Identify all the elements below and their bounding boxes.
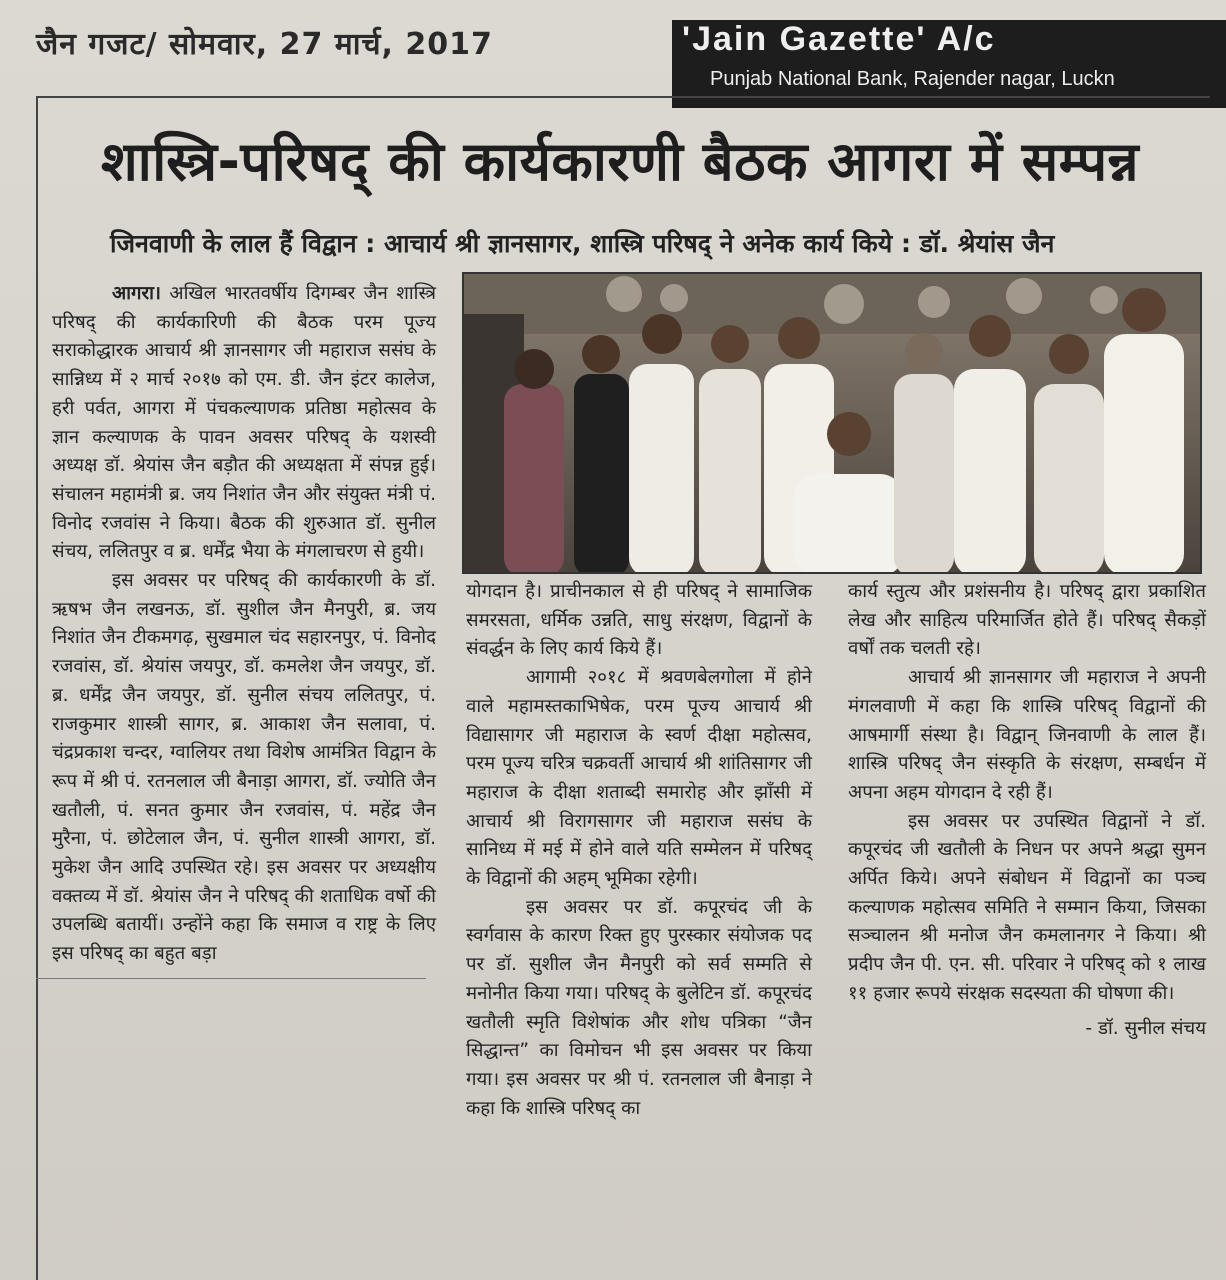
subheadline: जिनवाणी के लाल हैं विद्वान : आचार्य श्री ज्ञानसागर, शास्त्रि परिषद् ने अनेक कार्य किये : डॉ. श्रेयांस जैन [110,229,1055,258]
account-name: 'Jain Gazette' A/c [682,20,996,58]
dateline: आगरा। [112,283,161,304]
col1-paragraph-2: इस अवसर पर परिषद् की कार्यकारणी के डॉ. ऋषभ जैन लखनऊ, डॉ. सुशील जैन मैनपुरी, ब्र. जय निशांत जैन टीकमगढ़, सुखमाल चंद सहारनपुर, पं. विनोद रजवांस, डॉ. श्रेयांस जयपुर, डॉ. कमलेश जैन जयपुर, डॉ. ब्र. धर्मेंद्र जैन जयपुर, डॉ. सुनील संचय ललितपुर, पं. राजकुमार शास्त्री सागर, ब्र. आकाश जैन सलावा, पं. चंद्रप्रकाश चन्दर, ग्वालियर तथा विशेष आमंत्रित विद्वान के रूप में श्री पं. रतनलाल जी बैनाड़ा आगरा, डॉ. ज्योति जैन खतौली, पं. सनत कुमार जैन रजवांस, पं. महेंद्र जैन मुरैना, पं. छोटेलाल जैन, पं. सुनील शास्त्री आगरा, डॉ. मुकेश जैन आदि उपस्थित रहे। इस अवसर पर अध्यक्षीय वक्तव्य में डॉ. श्रेयांस जैन ने परिषद् की शताधिक वर्षो की उपलब्धि बतायीं। उन्होंने कहा कि समाज व राष्ट्र के लिए इस परिषद् का बहुत बड़ा [52,570,436,965]
col1-paragraph-1: अखिल भारतवर्षीय दिगम्बर जैन शास्त्रि परिषद् की कार्यकारिणी की बैठक परम पूज्य सराकोद्धारक आचार्य श्री ज्ञानसागर जी महाराज ससंघ के सान्निध्य में २ मार्च २०१७ को एम. डी. जैन इंटर कालेज, हरी पर्वत, आगरा में पंचकल्याणक प्रतिष्ठा महोत्सव के ज्ञान कल्याणक के पावन अवसर परिषद् के यशस्वी अध्यक्ष डॉ. श्रेयांस जैन बड़ौत की अध्यक्षता में संपन्न हुई। संचालन महामंत्री ब्र. जय निशांत जैन और संयुक्त मंत्री पं. विनोद रजवांस ने किया। बैठक की शुरुआत डॉ. सुनील संचय, ललितपुर व ब्र. धर्मेंद्र भैया के मंगलाचरण से हुयी। [52,283,436,563]
column-1 [52,280,436,969]
masthead-account-box [672,20,1226,108]
byline: - डॉ. सुनील संचय [1085,1017,1206,1039]
col3-paragraph-2: आचार्य श्री ज्ञानसागर जी महाराज ने अपनी मंगलवाणी में कहा कि शास्त्रि परिषद् विद्वानों की आषमार्गी संस्था है। विद्वान् जिनवाणी के लाल हैं। शास्त्रि परिषद् जैन संस्कृति के संरक्षण, सम्बर्धन में अपना अहम योगदान दे रही हैं। [848,667,1206,803]
col2-paragraph-2: आगामी २०१८ में श्रवणबेलगोला में होने वाले महामस्तकाभिषेक, परम पूज्य आचार्य श्री विद्यासागर जी महाराज के स्वर्ण दीक्षा महोत्सव, परम पूज्य चरित्र चक्रवर्ती आचार्य श्री शांतिसागर जी महाराज के दीक्षा शताब्दी समारोह और झाँसी में आचार्य श्री विरागसागर जी महाराज ससंघ के सानिध्य में मई में होने वाले यति सम्मेलन में परिषद् के विद्वानों की अहम् भूमिका रहेगी। [466,667,812,890]
group-photo-image [464,274,1202,574]
column-3 [848,578,1206,1043]
masthead-date: जैन गजट/ सोमवार, 27 मार्च, 2017 [36,27,493,62]
col2-paragraph-1: योगदान है। प्राचीनकाल से ही परिषद् ने सामाजिक समरसता, धर्मिक उन्नति, साधु संरक्षण, विद्वानों के संवर्द्धन के लिए कार्य किये हैं। [466,581,812,660]
bank-address: Punjab National Bank, Rajender nagar, Luckn [710,68,1115,90]
headline: शास्त्रि-परिषद् की कार्यकारणी बैठक आगरा में सम्पन्न [101,130,1139,193]
column-2 [466,578,812,1123]
col2-paragraph-3: इस अवसर पर डॉ. कपूरचंद जी के स्वर्गवास के कारण रिक्त हुए पुरस्कार संयोजक पद पर डॉ. सुशील जैन मैनपुरी को सर्व सम्मति से मनोनीत किया गया। परिषद् के बुलेटिन डॉ. कपूरचंद खतौली स्मृति विशेषांक और शोध पत्रिका “जैन सिद्धान्त” का विमोचन भी इस अवसर पर किया गया। इस अवसर पर श्री पं. रतनलाल जी बैनाड़ा ने कहा कि शास्त्रि परिषद् का [466,896,812,1119]
group-photo [462,272,1202,574]
col3-paragraph-3: इस अवसर पर उपस्थित विद्वानों ने डॉ. कपूरचंद जी खतौली के निधन पर अपने श्रद्धा सुमन अर्पित किये। अपने संबोधन में विद्वानों का पञ्च कल्याणक महोत्सव समिति ने सम्मान किया, जिसका सञ्चालन श्री मनोज जैन कमलानगर ने किया। श्री प्रदीप जैन पी. एन. सी. परिवार ने परिषद् को १ लाख ११ हजार रूपये संरक्षक सदस्यता की घोषणा की। [848,810,1206,1004]
col3-paragraph-1: कार्य स्तुत्य और प्रशंसनीय है। परिषद् द्वारा प्रकाशित लेख और साहित्य परिमार्जित होते हैं। परिषद् सैकड़ों वर्षों तक चलती रहे। [848,581,1206,660]
fold-crease [36,978,426,979]
